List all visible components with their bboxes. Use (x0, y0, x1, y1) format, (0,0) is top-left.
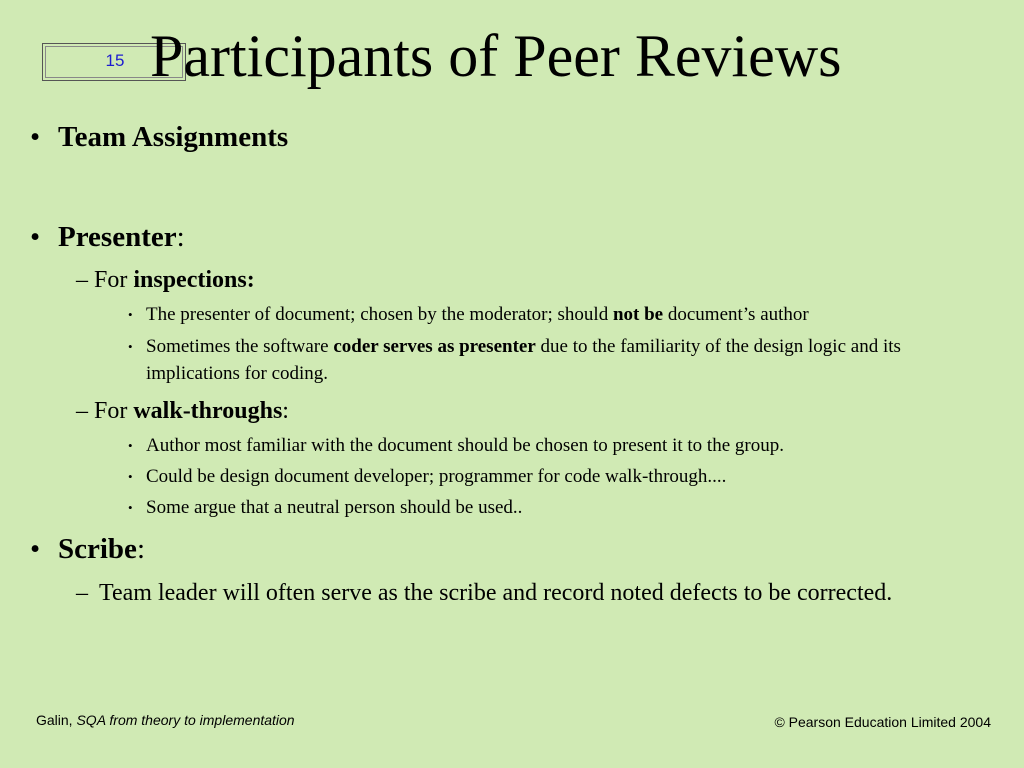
presenter-label: Presenter (58, 221, 177, 253)
walk-item-1 (128, 432, 998, 459)
walk-item-2 (128, 463, 998, 490)
inspections-item-1-text-b: document’s author (663, 304, 809, 325)
footer-copyright: © Pearson Education Limited 2004 (774, 714, 991, 730)
footer-book-title: SQA from theory to implementation (76, 712, 295, 728)
inspections-item-1-bold: not be (612, 304, 664, 325)
walk-item-1-text: Author most familiar with the document should be chosen to present it to the group. (146, 435, 784, 456)
scribe-colon: : (136, 533, 145, 565)
footer-citation (36, 712, 295, 728)
bullet-dot: • (128, 469, 133, 484)
bullet-dot: • (128, 307, 133, 322)
bullet-dot: • (30, 221, 41, 253)
bullet-dot: • (128, 339, 133, 354)
inspections-item-1-text-a: The presenter of document; chosen by the moderator; should (146, 304, 613, 325)
footer-author: Galin, (36, 712, 77, 728)
scribe-label: Scribe (58, 533, 137, 565)
bullet-dot: • (30, 121, 41, 153)
bullet-dot: • (128, 500, 133, 515)
walk-prefix: – For (76, 398, 134, 424)
walk-item-3-text: Some argue that a neutral person should be used.. (146, 497, 523, 518)
walk-item-3 (128, 494, 998, 521)
walk-label: walk-throughs (133, 398, 283, 424)
scribe-item-1-text: Team leader will often serve as the scribe and record noted defects to be corrected. (99, 580, 893, 606)
presenter-colon: : (176, 221, 185, 253)
subbullet-walk-throughs (76, 394, 289, 428)
inspections-item-1 (128, 301, 998, 328)
inspections-item-2-bold: coder serves as presenter (333, 336, 536, 357)
slide-number: 15 (105, 51, 125, 70)
bullet-dot: • (30, 533, 41, 565)
bullet-dot: • (128, 438, 133, 453)
inspections-item-2 (128, 333, 998, 387)
subbullet-inspections (76, 263, 255, 297)
walk-colon: : (282, 398, 289, 424)
slide-title: Participants of Peer Reviews (150, 23, 842, 89)
team-assignments-label: Team Assignments (58, 121, 289, 153)
scribe-item-1-dash: – (76, 580, 88, 606)
scribe-item-1 (76, 576, 956, 610)
inspections-prefix: – For (76, 267, 134, 293)
walk-item-2-text: Could be design document developer; programmer for code walk-through.... (146, 466, 727, 487)
inspections-item-2-text-a: Sometimes the software (146, 336, 334, 357)
inspections-item-2-text-b: due to the familiarity of the design logic and its implications for coding. (146, 336, 901, 384)
inspections-label: inspections: (133, 267, 255, 293)
